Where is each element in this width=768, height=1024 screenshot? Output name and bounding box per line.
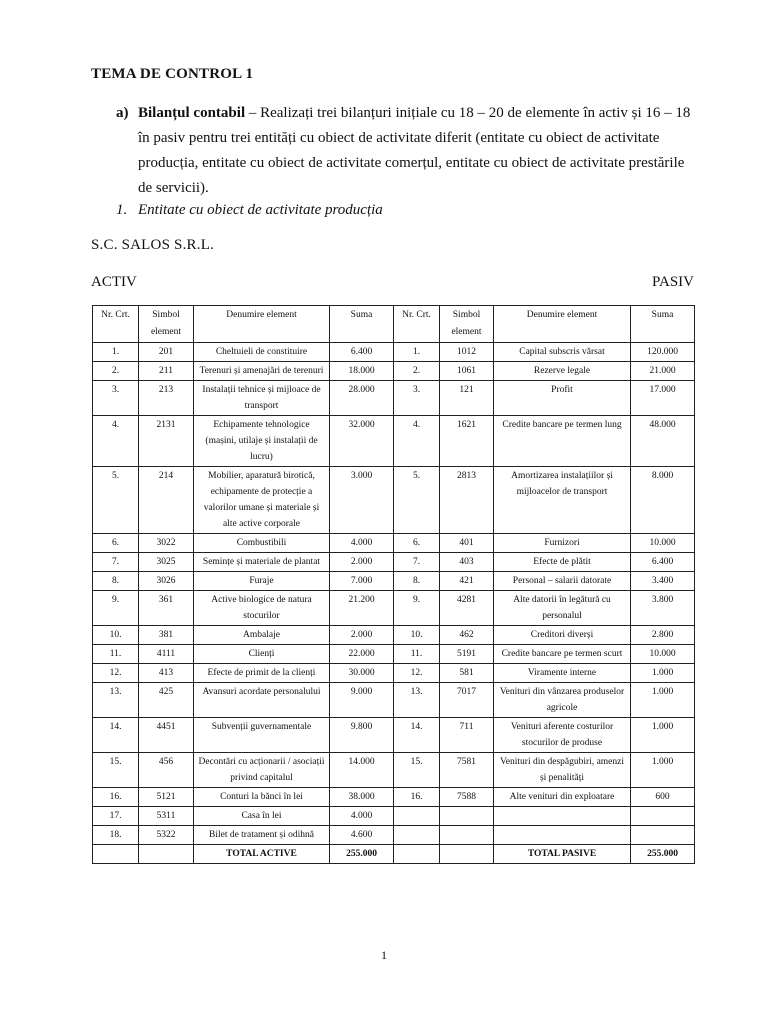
task-body — [138, 101, 698, 201]
simbol-pasiv-cell: 1012 — [440, 343, 494, 362]
simbol-cell: 3026 — [139, 572, 194, 591]
nr-crt-cell: 10. — [93, 626, 139, 645]
suma-cell: 6.400 — [330, 343, 394, 362]
suma-cell: 4.000 — [330, 807, 394, 826]
denumire-pasiv-cell: Capital subscris vărsat — [494, 343, 631, 362]
task-paragraph — [116, 101, 698, 201]
denumire-cell: Casa în lei — [194, 807, 330, 826]
suma-cell: 14.000 — [330, 753, 394, 788]
nr-crt-cell: 4. — [93, 416, 139, 467]
nr-crt-cell: 5. — [93, 467, 139, 534]
balance-table — [92, 305, 695, 864]
table-row — [93, 626, 695, 645]
nr-crt-pasiv-cell: 4. — [394, 416, 440, 467]
simbol-cell: 425 — [139, 683, 194, 718]
suma-pasiv-cell: 120.000 — [631, 343, 695, 362]
suma-cell: 3.000 — [330, 467, 394, 534]
suma-pasiv-cell: 6.400 — [631, 553, 695, 572]
nr-crt-cell: 2. — [93, 362, 139, 381]
total-cell-empty — [139, 845, 194, 864]
denumire-cell: Semințe și materiale de plantat — [194, 553, 330, 572]
nr-crt-pasiv-cell: 11. — [394, 645, 440, 664]
simbol-cell: 4451 — [139, 718, 194, 753]
nr-crt-cell: 18. — [93, 826, 139, 845]
header-denumire: Denumire element — [194, 306, 330, 343]
suma-pasiv-cell: 8.000 — [631, 467, 695, 534]
denumire-pasiv-cell: Alte venituri din exploatare — [494, 788, 631, 807]
denumire-pasiv-cell — [494, 826, 631, 845]
suma-pasiv-cell: 10.000 — [631, 645, 695, 664]
simbol-pasiv-cell: 581 — [440, 664, 494, 683]
suma-cell: 30.000 — [330, 664, 394, 683]
nr-crt-cell: 3. — [93, 381, 139, 416]
table-header-row — [93, 306, 695, 343]
simbol-cell: 381 — [139, 626, 194, 645]
suma-pasiv-cell: 3.400 — [631, 572, 695, 591]
denumire-cell: Combustibili — [194, 534, 330, 553]
suma-cell: 22.000 — [330, 645, 394, 664]
simbol-cell: 201 — [139, 343, 194, 362]
simbol-pasiv-cell: 121 — [440, 381, 494, 416]
simbol-cell: 211 — [139, 362, 194, 381]
simbol-pasiv-cell: 2813 — [440, 467, 494, 534]
header-nr-pasiv: Nr. Crt. — [394, 306, 440, 343]
denumire-pasiv-cell — [494, 807, 631, 826]
header-suma: Suma — [330, 306, 394, 343]
table-row — [93, 381, 695, 416]
suma-cell: 38.000 — [330, 788, 394, 807]
nr-crt-pasiv-cell: 2. — [394, 362, 440, 381]
nr-crt-pasiv-cell: 10. — [394, 626, 440, 645]
simbol-cell: 456 — [139, 753, 194, 788]
denumire-pasiv-cell: Alte datorii în legătură cu personalul — [494, 591, 631, 626]
nr-crt-pasiv-cell — [394, 807, 440, 826]
suma-pasiv-cell: 1.000 — [631, 683, 695, 718]
denumire-pasiv-cell: Venituri din vânzarea produselor agricole — [494, 683, 631, 718]
total-cell-empty — [394, 845, 440, 864]
denumire-pasiv-cell: Venituri din despăgubiri, amenzi și penalități — [494, 753, 631, 788]
header-simbol: Simbol element — [139, 306, 194, 343]
task-marker: a) — [116, 105, 129, 121]
suma-pasiv-cell: 3.800 — [631, 591, 695, 626]
total-pasiv-value: 255.000 — [631, 845, 695, 864]
nr-crt-pasiv-cell: 15. — [394, 753, 440, 788]
denumire-cell: Ambalaje — [194, 626, 330, 645]
suma-pasiv-cell: 600 — [631, 788, 695, 807]
denumire-cell: Decontări cu acționarii / asociații privind capitalul — [194, 753, 330, 788]
table-row — [93, 807, 695, 826]
suma-pasiv-cell: 10.000 — [631, 534, 695, 553]
nr-crt-cell: 15. — [93, 753, 139, 788]
simbol-pasiv-cell: 4281 — [440, 591, 494, 626]
simbol-cell: 3025 — [139, 553, 194, 572]
simbol-cell: 214 — [139, 467, 194, 534]
nr-crt-cell: 6. — [93, 534, 139, 553]
denumire-pasiv-cell: Creditori diverși — [494, 626, 631, 645]
denumire-pasiv-cell: Credite bancare pe termen lung — [494, 416, 631, 467]
table-row — [93, 788, 695, 807]
table-row — [93, 572, 695, 591]
denumire-cell: Efecte de primit de la clienți — [194, 664, 330, 683]
simbol-pasiv-cell: 7017 — [440, 683, 494, 718]
suma-cell: 9.000 — [330, 683, 394, 718]
denumire-pasiv-cell: Furnizori — [494, 534, 631, 553]
denumire-cell: Avansuri acordate personalului — [194, 683, 330, 718]
nr-crt-cell: 16. — [93, 788, 139, 807]
suma-cell: 2.000 — [330, 553, 394, 572]
table-row — [93, 826, 695, 845]
simbol-cell: 5311 — [139, 807, 194, 826]
simbol-pasiv-cell: 403 — [440, 553, 494, 572]
suma-pasiv-cell: 2.800 — [631, 626, 695, 645]
nr-crt-cell: 9. — [93, 591, 139, 626]
total-activ-value: 255.000 — [330, 845, 394, 864]
table-row — [93, 553, 695, 572]
simbol-pasiv-cell: 421 — [440, 572, 494, 591]
table-row — [93, 664, 695, 683]
suma-cell: 21.200 — [330, 591, 394, 626]
nr-crt-pasiv-cell: 13. — [394, 683, 440, 718]
nr-crt-cell: 14. — [93, 718, 139, 753]
denumire-pasiv-cell: Rezerve legale — [494, 362, 631, 381]
page-number: 1 — [381, 948, 387, 962]
simbol-cell: 3022 — [139, 534, 194, 553]
total-cell-empty — [440, 845, 494, 864]
task-text: – Realizați trei bilanțuri inițiale cu 18 – 20 de elemente în activ și 16 – 18 în pasiv pentru trei entități cu obiect de activitate diferit (entitate cu obiect de activitate producția, entitate cu obiect de activitate comerțul, entitate cu obiect de activitate prestările de servicii). — [138, 105, 691, 196]
simbol-cell: 5121 — [139, 788, 194, 807]
nr-crt-pasiv-cell — [394, 826, 440, 845]
denumire-cell: Instalații tehnice și mijloace de transport — [194, 381, 330, 416]
denumire-cell: Echipamente tehnologice (mașini, utilaje și instalații de lucru) — [194, 416, 330, 467]
suma-cell: 28.000 — [330, 381, 394, 416]
simbol-cell: 413 — [139, 664, 194, 683]
denumire-cell: Clienți — [194, 645, 330, 664]
header-denumire-pasiv: Denumire element — [494, 306, 631, 343]
suma-cell: 9.800 — [330, 718, 394, 753]
nr-crt-pasiv-cell: 8. — [394, 572, 440, 591]
simbol-cell: 5322 — [139, 826, 194, 845]
nr-crt-pasiv-cell: 5. — [394, 467, 440, 534]
subtitle — [116, 202, 383, 219]
simbol-pasiv-cell: 401 — [440, 534, 494, 553]
denumire-cell: Furaje — [194, 572, 330, 591]
header-simbol-pasiv: Simbol element — [440, 306, 494, 343]
simbol-pasiv-cell — [440, 826, 494, 845]
table-row — [93, 343, 695, 362]
nr-crt-cell: 11. — [93, 645, 139, 664]
nr-crt-pasiv-cell: 14. — [394, 718, 440, 753]
nr-crt-cell: 1. — [93, 343, 139, 362]
suma-pasiv-cell: 21.000 — [631, 362, 695, 381]
suma-cell: 2.000 — [330, 626, 394, 645]
subtitle-text: Entitate cu obiect de activitate producția — [138, 202, 383, 218]
denumire-pasiv-cell: Viramente interne — [494, 664, 631, 683]
simbol-cell: 2131 — [139, 416, 194, 467]
suma-pasiv-cell — [631, 826, 695, 845]
table-row — [93, 683, 695, 718]
suma-pasiv-cell — [631, 807, 695, 826]
task-term: Bilanțul contabil — [138, 105, 246, 121]
denumire-pasiv-cell: Profit — [494, 381, 631, 416]
simbol-cell: 361 — [139, 591, 194, 626]
nr-crt-pasiv-cell: 16. — [394, 788, 440, 807]
company-name: S.C. SALOS S.R.L. — [91, 237, 215, 253]
simbol-pasiv-cell: 7588 — [440, 788, 494, 807]
nr-crt-pasiv-cell: 3. — [394, 381, 440, 416]
table-row — [93, 362, 695, 381]
suma-pasiv-cell: 1.000 — [631, 753, 695, 788]
table-row — [93, 753, 695, 788]
table-row — [93, 645, 695, 664]
activ-label: ACTIV — [91, 274, 137, 290]
suma-cell: 32.000 — [330, 416, 394, 467]
header-nr: Nr. Crt. — [93, 306, 139, 343]
subtitle-number: 1. — [116, 202, 128, 218]
nr-crt-pasiv-cell: 7. — [394, 553, 440, 572]
denumire-pasiv-cell: Amortizarea instalațiilor și mijloacelor de transport — [494, 467, 631, 534]
denumire-pasiv-cell: Credite bancare pe termen scurt — [494, 645, 631, 664]
denumire-cell: Terenuri și amenajări de terenuri — [194, 362, 330, 381]
nr-crt-cell: 17. — [93, 807, 139, 826]
page-title: TEMA DE CONTROL 1 — [91, 66, 254, 82]
suma-pasiv-cell: 1.000 — [631, 664, 695, 683]
nr-crt-pasiv-cell: 12. — [394, 664, 440, 683]
nr-crt-cell: 12. — [93, 664, 139, 683]
table-row — [93, 467, 695, 534]
table-row — [93, 718, 695, 753]
nr-crt-cell: 13. — [93, 683, 139, 718]
table-row — [93, 591, 695, 626]
pasiv-label: PASIV — [652, 274, 694, 290]
suma-cell: 7.000 — [330, 572, 394, 591]
denumire-cell: Active biologice de natura stocurilor — [194, 591, 330, 626]
denumire-cell: Bilet de tratament și odihnă — [194, 826, 330, 845]
simbol-pasiv-cell: 1621 — [440, 416, 494, 467]
suma-cell: 18.000 — [330, 362, 394, 381]
simbol-pasiv-cell: 711 — [440, 718, 494, 753]
denumire-pasiv-cell: Personal – salarii datorate — [494, 572, 631, 591]
denumire-cell: Mobilier, aparatură birotică, echipamente de protecție a valorilor umane și materiale și alte active corporale — [194, 467, 330, 534]
table-row — [93, 416, 695, 467]
nr-crt-cell: 8. — [93, 572, 139, 591]
simbol-cell: 213 — [139, 381, 194, 416]
simbol-pasiv-cell: 7581 — [440, 753, 494, 788]
total-activ-label: TOTAL ACTIVE — [194, 845, 330, 864]
table-body — [93, 343, 695, 845]
simbol-pasiv-cell: 5191 — [440, 645, 494, 664]
simbol-cell: 4111 — [139, 645, 194, 664]
total-row — [93, 845, 695, 864]
nr-crt-pasiv-cell: 6. — [394, 534, 440, 553]
nr-crt-cell: 7. — [93, 553, 139, 572]
nr-crt-pasiv-cell: 9. — [394, 591, 440, 626]
denumire-cell: Conturi la bănci în lei — [194, 788, 330, 807]
suma-pasiv-cell: 1.000 — [631, 718, 695, 753]
suma-cell: 4.600 — [330, 826, 394, 845]
denumire-cell: Subvenții guvernamentale — [194, 718, 330, 753]
simbol-pasiv-cell: 462 — [440, 626, 494, 645]
header-suma-pasiv: Suma — [631, 306, 695, 343]
nr-crt-pasiv-cell: 1. — [394, 343, 440, 362]
denumire-pasiv-cell: Efecte de plătit — [494, 553, 631, 572]
denumire-cell: Cheltuieli de constituire — [194, 343, 330, 362]
suma-cell: 4.000 — [330, 534, 394, 553]
simbol-pasiv-cell — [440, 807, 494, 826]
table-row — [93, 534, 695, 553]
total-pasiv-label: TOTAL PASIVE — [494, 845, 631, 864]
denumire-pasiv-cell: Venituri aferente costurilor stocurilor de produse — [494, 718, 631, 753]
simbol-pasiv-cell: 1061 — [440, 362, 494, 381]
suma-pasiv-cell: 17.000 — [631, 381, 695, 416]
suma-pasiv-cell: 48.000 — [631, 416, 695, 467]
total-cell-empty — [93, 845, 139, 864]
